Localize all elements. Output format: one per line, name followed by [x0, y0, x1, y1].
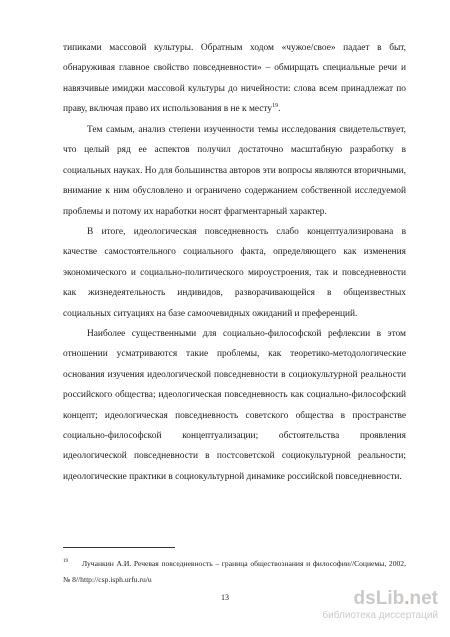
page-number: 13 — [221, 593, 229, 602]
paragraph-end: . — [278, 104, 281, 115]
footnote — [63, 556, 406, 588]
footnote-text: Лучанкин А.И. Речевая повседневность – граница обществознания и философии//Социемы, 2002, № 8//http://csp.isph.urfu.ru/u — [63, 559, 406, 584]
footnote-divider — [63, 547, 175, 548]
paragraph-text: типиками массовой культуры. Обратным ходом «чужое/свое» падает в быт, обнаруживая главное свойство повседневности» – обмирщать специальные речи и навязчивые имиджи массовой культуры до ничейности: слова всем принадлежат по праву, включая право их использования в не к месту — [63, 43, 406, 115]
footnote-number: 19 — [63, 559, 68, 565]
watermark-subtitle: библиотека диссертаций — [322, 610, 438, 621]
paragraph-problems: Наиболее существенными для социально-философской рефлексии в этом отношении усматриваются такие проблемы, как теоретико-методологические основания изучения идеологической повседневности в социокультурной реальности российского общества; идеологическая повседневность как социально-философский концепт; идеологическая повседневность советского общества в пространстве социально-философской концептуализации; обстоятельства проявления идеологической повседневности в постсоветской социокультурной реальности; идеологические практики в социокультурной динамике российской повседневности. — [63, 329, 406, 482]
paragraph-research-scope: Тем самым, анализ степени изученности темы исследования свидетельствует, что целый ряд ее аспектов получил достаточно масштабную разработку в социальных науках. Но для большинства авторов эти вопросы являются вторичными, внимание к ним обусловлено и ограничено содержанием собственной исследуемой проблемы и потому их наработки носят фрагментарный характер. — [63, 125, 406, 217]
paragraph-conclusion: В итоге, идеологическая повседневность слабо концептуализирована в качестве самостоятельного социального факта, определяющего как изменения экономического и социально-политического мироустроения, так и повседневности как жизнедеятельность индивидов, разворачивающейся в общеизвестных социальных ситуациях на базе самоочевидных ожиданий и преференций. — [63, 227, 406, 319]
watermark — [322, 588, 438, 622]
paragraph-continued — [63, 38, 406, 120]
footnote-reference[interactable]: 19 — [272, 103, 279, 110]
watermark-logo: dsLib.net — [353, 588, 438, 609]
